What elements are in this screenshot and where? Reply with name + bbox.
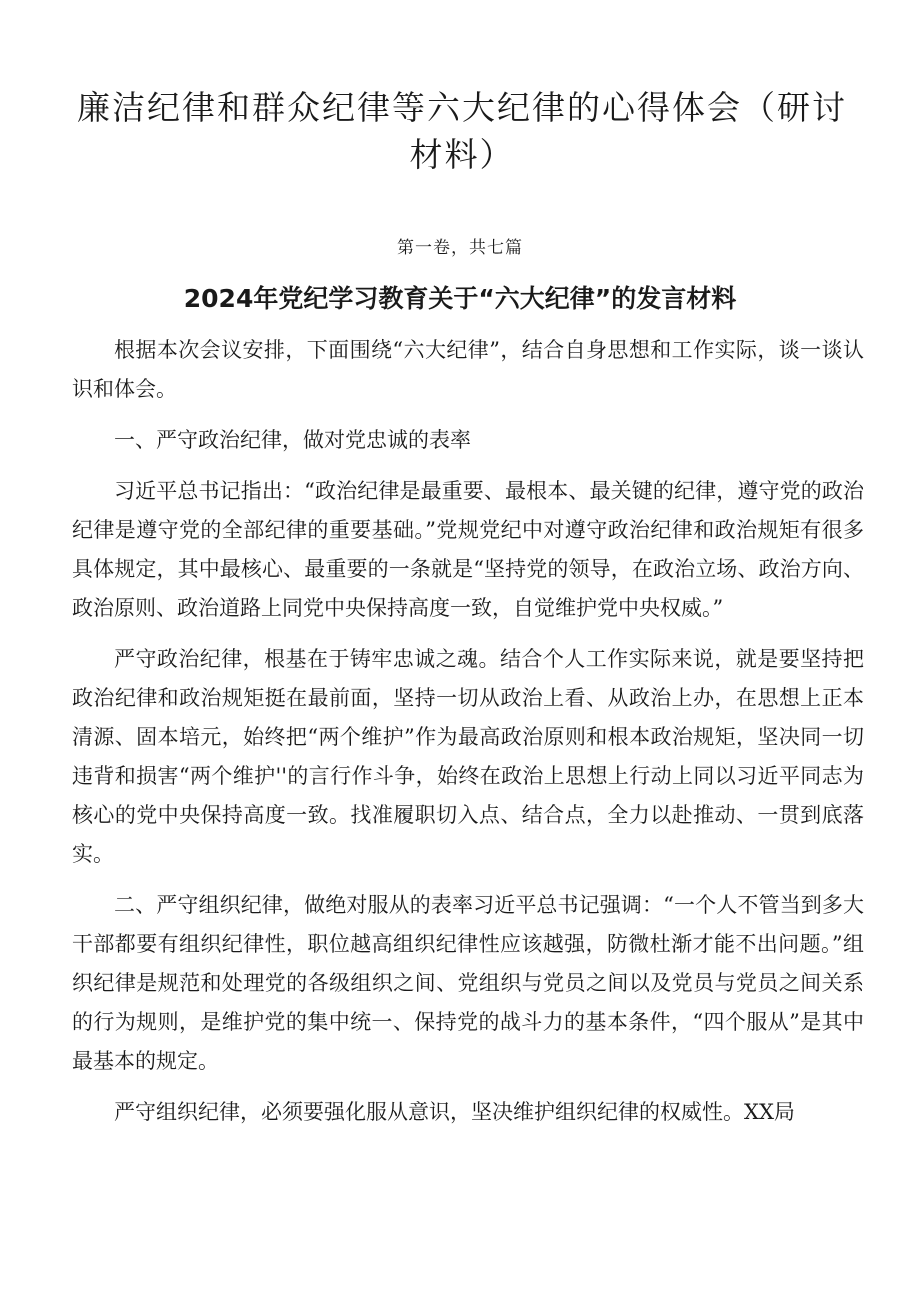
paragraph-organizational-discipline: 二、严守组织纪律，做绝对服从的表率习近平总书记强调：“一个人不管当到多大干部都要有组织纪律性，职位越高组织纪律性应该越强，防微杜渐才能不出问题。”组织纪律是规范和处理党的各级组织之间、党组织与党员之间以及党员与党员之间关系的行为规则，是维护党的集中统一、保持党的战斗力的基本条件，“四个服从”是其中最基本的规定。 bbox=[72, 893, 864, 1073]
paragraph-intro: 根据本次会议安排，下面围绕“六大纪律”，结合自身思想和工作实际，谈一谈认识和体会。 bbox=[72, 338, 864, 401]
paragraph-political-quote: 习近平总书记指出：“政治纪律是最重要、最根本、最关键的纪律，遵守党的政治纪律是遵守党的全部纪律的重要基础。”党规党纪中对遵守政治纪律和政治规矩有很多具体规定，其中最核心、最重要的一条就是“坚持党的领导，在政治立场、政治方向、政治原则、政治道路上同党中央保持高度一致，自觉维护党中央权威。” bbox=[72, 479, 864, 620]
paragraph-organizational-practice: 严守组织纪律，必须要强化服从意识，坚决维护组织纪律的权威性。XX局 bbox=[114, 1100, 795, 1124]
heading-political-discipline: 一、严守政治纪律，做对党忠诚的表率 bbox=[114, 428, 471, 452]
document-title: 廉洁纪律和群众纪律等六大纪律的心得体会（研讨材料） bbox=[77, 88, 847, 174]
document-body bbox=[72, 331, 864, 1144]
paragraph-political-practice: 严守政治纪律，根基在于铸牢忠诚之魂。结合个人工作实际来说，就是要坚持把政治纪律和政治规矩挺在最前面，坚持一切从政治上看、从政治上办，在思想上正本清源、固本培元，始终把“两个维护”作为最高政治原则和根本政治规矩，坚决同一切违背和损害“两个维护''的言行作斗争，始终在政治上思想上行动上同以习近平同志为核心的党中央保持高度一致。找准履职切入点、结合点，全力以赴推动、一贯到底落实。 bbox=[72, 647, 864, 866]
section-title: 2024年党纪学习教育关于“六大纪律”的发言材料 bbox=[183, 284, 737, 313]
volume-label: 第一卷，共七篇 bbox=[397, 238, 523, 258]
